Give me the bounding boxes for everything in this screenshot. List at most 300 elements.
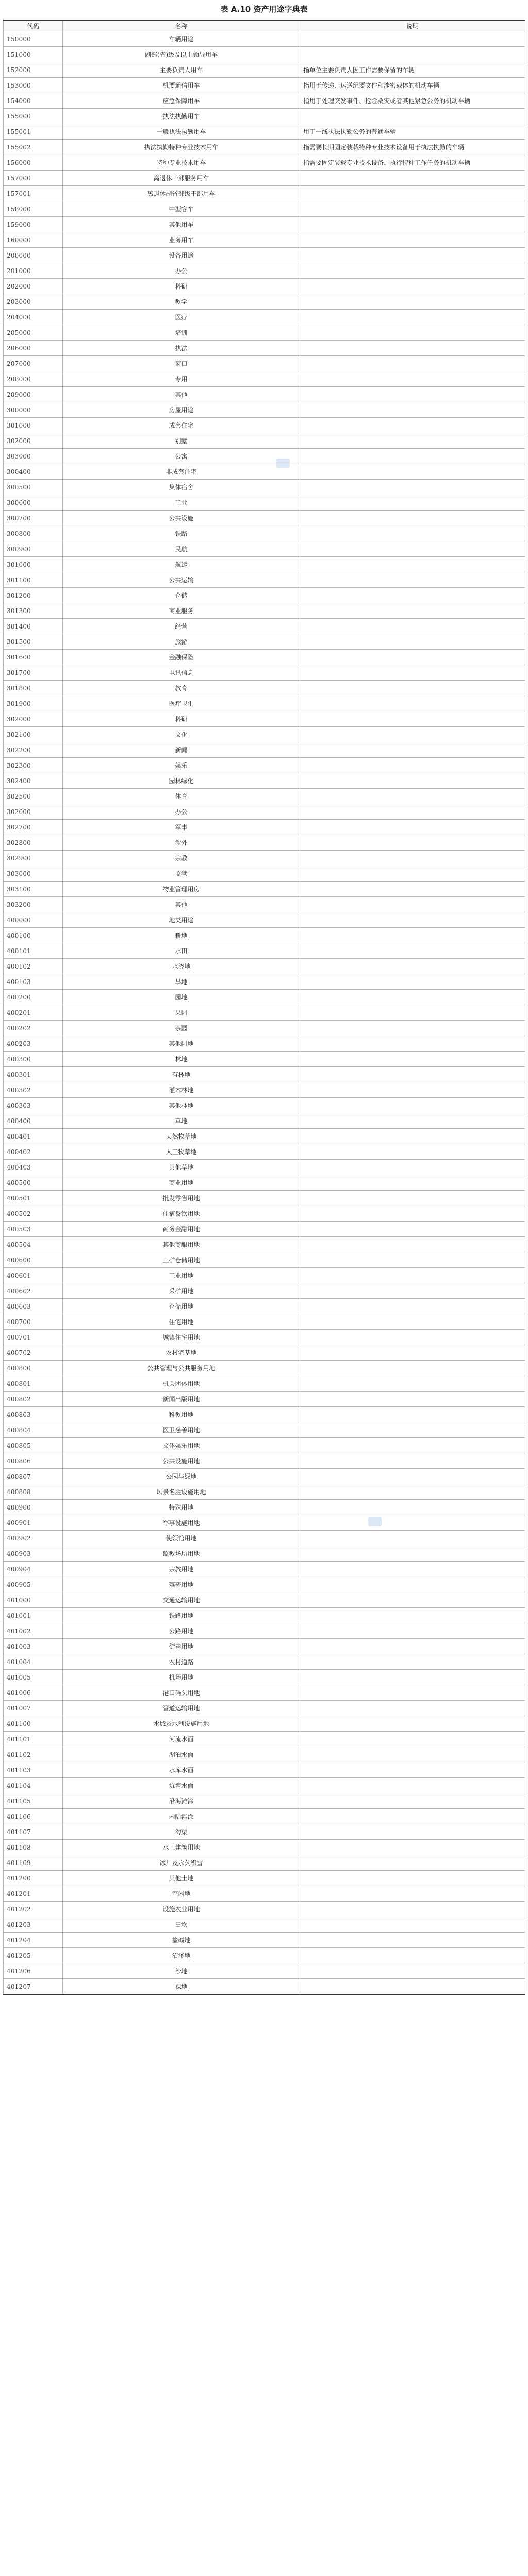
table-row xyxy=(4,1283,525,1299)
row-code-cell: 400102 xyxy=(4,959,63,974)
row-description-cell xyxy=(300,1113,525,1129)
row-code-cell: 301000 xyxy=(4,418,63,433)
row-name-cell: 沼泽地 xyxy=(63,1948,300,1963)
row-code-cell: 400602 xyxy=(4,1283,63,1299)
row-name-cell: 城镇住宅用地 xyxy=(63,1330,300,1345)
row-description-cell xyxy=(300,480,525,495)
row-code-cell: 400201 xyxy=(4,1005,63,1021)
row-description-cell xyxy=(300,1747,525,1762)
table-row xyxy=(4,1252,525,1268)
row-name-cell: 其他土地 xyxy=(63,1871,300,1886)
row-description-cell xyxy=(300,1963,525,1979)
row-description-cell xyxy=(300,1824,525,1840)
row-code-cell: 301500 xyxy=(4,634,63,650)
row-name-cell: 沙地 xyxy=(63,1963,300,1979)
table-row xyxy=(4,1701,525,1716)
row-code-cell: 303000 xyxy=(4,866,63,882)
row-code-cell: 400903 xyxy=(4,1546,63,1562)
table-row xyxy=(4,217,525,232)
row-name-cell: 专用 xyxy=(63,371,300,387)
row-description-cell xyxy=(300,990,525,1005)
row-code-cell: 401206 xyxy=(4,1963,63,1979)
row-name-cell: 工矿仓储用地 xyxy=(63,1252,300,1268)
row-code-cell: 401202 xyxy=(4,1902,63,1917)
row-description-cell xyxy=(300,959,525,974)
row-name-cell: 教育 xyxy=(63,681,300,696)
table-row xyxy=(4,1036,525,1052)
table-row xyxy=(4,1592,525,1608)
row-description-cell xyxy=(300,1453,525,1469)
row-description-cell xyxy=(300,511,525,526)
row-code-cell: 400101 xyxy=(4,943,63,959)
row-description-cell xyxy=(300,1376,525,1392)
table-row xyxy=(4,1098,525,1113)
row-description-cell xyxy=(300,1330,525,1345)
row-description-cell xyxy=(300,650,525,665)
row-name-cell: 科研 xyxy=(63,711,300,727)
row-code-cell: 205000 xyxy=(4,325,63,341)
table-row xyxy=(4,1237,525,1252)
row-description-cell xyxy=(300,1222,525,1237)
column-header-name: 名称 xyxy=(63,20,300,31)
table-row xyxy=(4,402,525,418)
row-description-cell xyxy=(300,1129,525,1144)
row-name-cell: 河流水面 xyxy=(63,1732,300,1747)
table-row xyxy=(4,1422,525,1438)
row-code-cell: 400807 xyxy=(4,1469,63,1484)
table-row xyxy=(4,1577,525,1592)
row-code-cell: 150000 xyxy=(4,31,63,47)
row-code-cell: 302000 xyxy=(4,711,63,727)
row-code-cell: 400402 xyxy=(4,1144,63,1160)
table-row xyxy=(4,634,525,650)
table-header-row xyxy=(4,20,525,31)
table-row xyxy=(4,650,525,665)
row-description-cell xyxy=(300,1840,525,1855)
table-row xyxy=(4,1361,525,1376)
table-row xyxy=(4,1376,525,1392)
row-description-cell xyxy=(300,789,525,804)
table-body xyxy=(4,31,525,1995)
table-row xyxy=(4,1762,525,1778)
table-row xyxy=(4,93,525,109)
row-code-cell: 209000 xyxy=(4,387,63,402)
row-description-cell xyxy=(300,1098,525,1113)
row-code-cell: 302500 xyxy=(4,789,63,804)
table-row xyxy=(4,279,525,294)
table-row xyxy=(4,480,525,495)
row-name-cell: 新闻 xyxy=(63,742,300,758)
row-name-cell: 沿海滩涂 xyxy=(63,1793,300,1809)
row-name-cell: 办公 xyxy=(63,263,300,279)
row-name-cell: 仓储 xyxy=(63,588,300,603)
row-code-cell: 302800 xyxy=(4,835,63,851)
row-description-cell xyxy=(300,619,525,634)
table-row xyxy=(4,711,525,727)
row-name-cell: 机要通信用车 xyxy=(63,78,300,93)
row-description-cell xyxy=(300,1345,525,1361)
row-code-cell: 400901 xyxy=(4,1515,63,1531)
row-code-cell: 301600 xyxy=(4,650,63,665)
row-description-cell xyxy=(300,557,525,572)
row-code-cell: 400400 xyxy=(4,1113,63,1129)
table-row xyxy=(4,1005,525,1021)
row-name-cell: 农村宅基地 xyxy=(63,1345,300,1361)
row-name-cell: 医疗 xyxy=(63,310,300,325)
row-description-cell xyxy=(300,387,525,402)
row-description-cell xyxy=(300,742,525,758)
row-description-cell xyxy=(300,186,525,201)
row-name-cell: 公共运输 xyxy=(63,572,300,588)
table-row xyxy=(4,495,525,511)
row-name-cell: 耕地 xyxy=(63,928,300,943)
row-code-cell: 301000 xyxy=(4,557,63,572)
table-caption: 表 A.10 资产用途字典表 xyxy=(220,5,308,14)
row-description-cell xyxy=(300,1005,525,1021)
row-code-cell: 400504 xyxy=(4,1237,63,1252)
row-description-cell xyxy=(300,1067,525,1082)
row-name-cell: 文化 xyxy=(63,727,300,742)
row-name-cell: 裸地 xyxy=(63,1979,300,1995)
row-code-cell: 400702 xyxy=(4,1345,63,1361)
table-row xyxy=(4,325,525,341)
row-code-cell: 401102 xyxy=(4,1747,63,1762)
table-row xyxy=(4,1562,525,1577)
table-row xyxy=(4,1515,525,1531)
row-name-cell: 体育 xyxy=(63,789,300,804)
row-description-cell xyxy=(300,1855,525,1871)
asset-usage-table-container xyxy=(3,20,525,1995)
row-description-cell xyxy=(300,1252,525,1268)
row-code-cell: 400301 xyxy=(4,1067,63,1082)
row-code-cell: 400303 xyxy=(4,1098,63,1113)
table-row xyxy=(4,356,525,371)
row-code-cell: 300900 xyxy=(4,541,63,557)
row-description-cell xyxy=(300,402,525,418)
row-description-cell xyxy=(300,1933,525,1948)
table-row xyxy=(4,804,525,820)
row-description-cell xyxy=(300,1500,525,1515)
table-row xyxy=(4,1979,525,1995)
row-name-cell: 住宿餐饮用地 xyxy=(63,1206,300,1222)
row-name-cell: 非成套住宅 xyxy=(63,464,300,480)
row-name-cell: 应急保障用车 xyxy=(63,93,300,109)
row-name-cell: 风景名胜设施用地 xyxy=(63,1484,300,1500)
row-code-cell: 400804 xyxy=(4,1422,63,1438)
row-code-cell: 301900 xyxy=(4,696,63,711)
row-description-cell xyxy=(300,1577,525,1592)
row-name-cell: 其他商服用地 xyxy=(63,1237,300,1252)
table-row xyxy=(4,851,525,866)
row-description-cell xyxy=(300,928,525,943)
row-description-cell xyxy=(300,1592,525,1608)
row-code-cell: 157001 xyxy=(4,186,63,201)
table-row xyxy=(4,897,525,912)
row-description-cell xyxy=(300,217,525,232)
table-row xyxy=(4,1654,525,1670)
row-code-cell: 401004 xyxy=(4,1654,63,1670)
table-row xyxy=(4,588,525,603)
row-name-cell: 设施农业用地 xyxy=(63,1902,300,1917)
table-row xyxy=(4,1933,525,1948)
row-name-cell: 业务用车 xyxy=(63,232,300,248)
row-description-cell xyxy=(300,371,525,387)
row-description-cell xyxy=(300,248,525,263)
row-code-cell: 154000 xyxy=(4,93,63,109)
row-name-cell: 公路用地 xyxy=(63,1623,300,1639)
table-row xyxy=(4,47,525,62)
row-name-cell: 空闲地 xyxy=(63,1886,300,1902)
row-code-cell: 201000 xyxy=(4,263,63,279)
row-name-cell: 公共设施用地 xyxy=(63,1453,300,1469)
row-code-cell: 400601 xyxy=(4,1268,63,1283)
table-row xyxy=(4,882,525,897)
row-code-cell: 400100 xyxy=(4,928,63,943)
row-code-cell: 401105 xyxy=(4,1793,63,1809)
row-name-cell: 其他用车 xyxy=(63,217,300,232)
row-description-cell: 指用于处理突发事件、抢险救灾或者其他紧急公务的机动车辆 xyxy=(300,93,525,109)
row-code-cell: 302300 xyxy=(4,758,63,773)
row-description-cell xyxy=(300,449,525,464)
row-name-cell: 冰川及永久积雪 xyxy=(63,1855,300,1871)
row-name-cell: 办公 xyxy=(63,804,300,820)
column-header-code: 代码 xyxy=(4,20,63,31)
row-description-cell xyxy=(300,1515,525,1531)
row-name-cell: 副部(省)级及以上领导用车 xyxy=(63,47,300,62)
row-description-cell xyxy=(300,711,525,727)
row-code-cell: 401101 xyxy=(4,1732,63,1747)
row-code-cell: 153000 xyxy=(4,78,63,93)
table-row xyxy=(4,1052,525,1067)
row-code-cell: 400802 xyxy=(4,1392,63,1407)
table-row xyxy=(4,1963,525,1979)
table-row xyxy=(4,557,525,572)
table-row xyxy=(4,294,525,310)
row-description-cell xyxy=(300,1531,525,1546)
row-code-cell: 400806 xyxy=(4,1453,63,1469)
row-name-cell: 集体宿舍 xyxy=(63,480,300,495)
table-row xyxy=(4,1546,525,1562)
row-description-cell xyxy=(300,1639,525,1654)
table-row xyxy=(4,1531,525,1546)
row-description-cell xyxy=(300,294,525,310)
row-code-cell: 204000 xyxy=(4,310,63,325)
row-name-cell: 培训 xyxy=(63,325,300,341)
row-code-cell: 301100 xyxy=(4,572,63,588)
row-code-cell: 400904 xyxy=(4,1562,63,1577)
watermark-mark xyxy=(276,459,290,468)
row-description-cell xyxy=(300,1299,525,1314)
row-name-cell: 沟渠 xyxy=(63,1824,300,1840)
table-row xyxy=(4,1902,525,1917)
row-code-cell: 401104 xyxy=(4,1778,63,1793)
row-description-cell xyxy=(300,1484,525,1500)
row-code-cell: 157000 xyxy=(4,171,63,186)
row-description-cell xyxy=(300,495,525,511)
table-row xyxy=(4,943,525,959)
row-name-cell: 商务金融用地 xyxy=(63,1222,300,1237)
row-code-cell: 400401 xyxy=(4,1129,63,1144)
row-description-cell xyxy=(300,665,525,681)
row-description-cell xyxy=(300,201,525,217)
row-description-cell xyxy=(300,171,525,186)
table-row xyxy=(4,1917,525,1933)
row-code-cell: 155002 xyxy=(4,140,63,155)
row-description-cell xyxy=(300,603,525,619)
row-code-cell: 155000 xyxy=(4,109,63,124)
row-description-cell xyxy=(300,897,525,912)
row-name-cell: 商业服务 xyxy=(63,603,300,619)
row-name-cell: 离退休副省部级干部用车 xyxy=(63,186,300,201)
row-description-cell xyxy=(300,31,525,47)
row-description-cell xyxy=(300,1082,525,1098)
row-name-cell: 别墅 xyxy=(63,433,300,449)
row-name-cell: 殡葬用地 xyxy=(63,1577,300,1592)
row-name-cell: 涉外 xyxy=(63,835,300,851)
row-name-cell: 其他园地 xyxy=(63,1036,300,1052)
table-row xyxy=(4,1608,525,1623)
row-name-cell: 医疗卫生 xyxy=(63,696,300,711)
row-code-cell: 401207 xyxy=(4,1979,63,1995)
row-name-cell: 电讯信息 xyxy=(63,665,300,681)
row-name-cell: 离退休干部服务用车 xyxy=(63,171,300,186)
row-name-cell: 灌木林地 xyxy=(63,1082,300,1098)
asset-usage-table xyxy=(3,20,525,1995)
row-code-cell: 400103 xyxy=(4,974,63,990)
row-code-cell: 401007 xyxy=(4,1701,63,1716)
table-row xyxy=(4,1948,525,1963)
row-code-cell: 401201 xyxy=(4,1886,63,1902)
row-name-cell: 其他 xyxy=(63,387,300,402)
table-row xyxy=(4,263,525,279)
row-code-cell: 401002 xyxy=(4,1623,63,1639)
row-code-cell: 400808 xyxy=(4,1484,63,1500)
row-code-cell: 400603 xyxy=(4,1299,63,1314)
row-code-cell: 302400 xyxy=(4,773,63,789)
table-row xyxy=(4,387,525,402)
table-row xyxy=(4,1716,525,1732)
row-name-cell: 民航 xyxy=(63,541,300,557)
row-code-cell: 400200 xyxy=(4,990,63,1005)
row-code-cell: 400503 xyxy=(4,1222,63,1237)
row-code-cell: 400600 xyxy=(4,1252,63,1268)
table-row xyxy=(4,912,525,928)
row-name-cell: 航运 xyxy=(63,557,300,572)
table-row xyxy=(4,959,525,974)
row-description-cell xyxy=(300,47,525,62)
table-row xyxy=(4,928,525,943)
row-code-cell: 401103 xyxy=(4,1762,63,1778)
table-row xyxy=(4,526,525,541)
row-description-cell xyxy=(300,1701,525,1716)
row-name-cell: 监狱 xyxy=(63,866,300,882)
row-description-cell: 指需要固定装载专业技术设备、执行特种工作任务的机动车辆 xyxy=(300,155,525,171)
row-description-cell xyxy=(300,1979,525,1995)
row-name-cell: 港口码头用地 xyxy=(63,1685,300,1701)
table-row xyxy=(4,1747,525,1762)
row-code-cell: 302100 xyxy=(4,727,63,742)
row-description-cell: 指单位主要负责人因工作需要保留的车辆 xyxy=(300,62,525,78)
table-row xyxy=(4,124,525,140)
row-name-cell: 田坎 xyxy=(63,1917,300,1933)
row-description-cell xyxy=(300,835,525,851)
row-description-cell xyxy=(300,1685,525,1701)
row-description-cell xyxy=(300,1361,525,1376)
row-name-cell: 人工牧草地 xyxy=(63,1144,300,1160)
row-name-cell: 娱乐 xyxy=(63,758,300,773)
table-row xyxy=(4,603,525,619)
table-row xyxy=(4,665,525,681)
row-code-cell: 400501 xyxy=(4,1191,63,1206)
table-row xyxy=(4,1809,525,1824)
row-code-cell: 400801 xyxy=(4,1376,63,1392)
row-name-cell: 农村道路 xyxy=(63,1654,300,1670)
row-code-cell: 400803 xyxy=(4,1407,63,1422)
row-description-cell xyxy=(300,912,525,928)
table-row xyxy=(4,1685,525,1701)
table-row xyxy=(4,1067,525,1082)
table-row xyxy=(4,1113,525,1129)
row-name-cell: 经营 xyxy=(63,619,300,634)
row-description-cell xyxy=(300,773,525,789)
table-row xyxy=(4,681,525,696)
row-name-cell: 成套住宅 xyxy=(63,418,300,433)
row-description-cell xyxy=(300,851,525,866)
row-code-cell: 400902 xyxy=(4,1531,63,1546)
row-name-cell: 水工建筑用地 xyxy=(63,1840,300,1855)
row-description-cell xyxy=(300,1917,525,1933)
row-description-cell xyxy=(300,1546,525,1562)
table-row xyxy=(4,1871,525,1886)
table-row xyxy=(4,835,525,851)
row-name-cell: 机场用地 xyxy=(63,1670,300,1685)
table-row xyxy=(4,155,525,171)
table-row xyxy=(4,619,525,634)
row-name-cell: 工业 xyxy=(63,495,300,511)
table-row xyxy=(4,1469,525,1484)
table-row xyxy=(4,1299,525,1314)
row-name-cell: 盐碱地 xyxy=(63,1933,300,1948)
row-description-cell xyxy=(300,1268,525,1283)
table-row xyxy=(4,773,525,789)
table-row xyxy=(4,1407,525,1422)
row-name-cell: 执法执勤用车 xyxy=(63,109,300,124)
row-description-cell xyxy=(300,1809,525,1824)
row-name-cell: 内陆滩涂 xyxy=(63,1809,300,1824)
row-name-cell: 果园 xyxy=(63,1005,300,1021)
table-row xyxy=(4,341,525,356)
row-description-cell xyxy=(300,325,525,341)
row-code-cell: 200000 xyxy=(4,248,63,263)
table-row xyxy=(4,1392,525,1407)
row-name-cell: 特殊用地 xyxy=(63,1500,300,1515)
table-row xyxy=(4,78,525,93)
table-row xyxy=(4,1453,525,1469)
table-row xyxy=(4,433,525,449)
row-name-cell: 商业用地 xyxy=(63,1175,300,1191)
row-code-cell: 400905 xyxy=(4,1577,63,1592)
row-description-cell xyxy=(300,1871,525,1886)
row-description-cell xyxy=(300,588,525,603)
table-row xyxy=(4,1206,525,1222)
row-code-cell: 401005 xyxy=(4,1670,63,1685)
row-code-cell: 400701 xyxy=(4,1330,63,1345)
row-code-cell: 400202 xyxy=(4,1021,63,1036)
table-row xyxy=(4,62,525,78)
row-name-cell: 有林地 xyxy=(63,1067,300,1082)
row-description-cell xyxy=(300,1021,525,1036)
row-description-cell xyxy=(300,1407,525,1422)
